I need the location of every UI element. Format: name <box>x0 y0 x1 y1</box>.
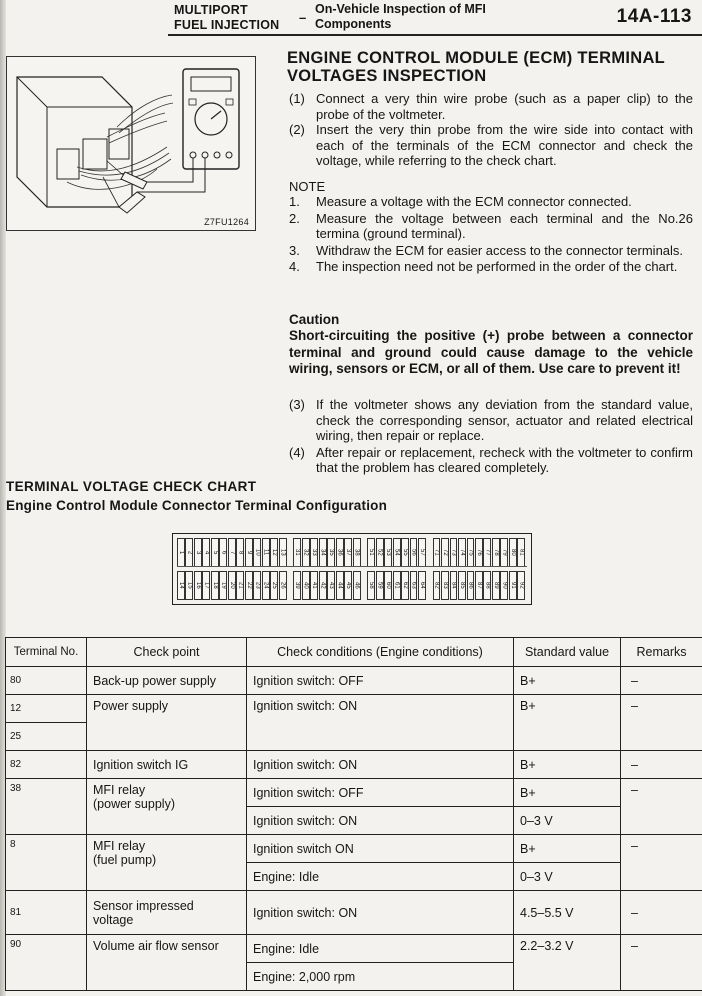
check-point: Sensor impressed voltage <box>87 891 247 935</box>
connector-pin: 55 <box>401 538 409 567</box>
figure-code: Z7FU1264 <box>204 217 249 227</box>
header-rule <box>168 34 702 36</box>
voltmeter-probe-illustration <box>6 56 256 231</box>
connector-pin: 21 <box>236 571 244 600</box>
note-item <box>289 211 693 242</box>
connector-pin: 90 <box>500 571 508 600</box>
connector-pin: 88 <box>483 571 491 600</box>
step-item <box>289 397 693 444</box>
connector-pin: 23 <box>253 571 261 600</box>
connector-pin: 61 <box>393 571 401 600</box>
standard-value: B+ <box>514 667 621 695</box>
connector-pin: 17 <box>202 571 210 600</box>
connector-pin: 75 <box>467 538 475 567</box>
check-condition: Ignition switch: ON <box>247 891 514 935</box>
section-title-line-2: VOLTAGES INSPECTION <box>287 67 487 85</box>
connector-pin: 36 <box>336 538 344 567</box>
connector-pin: 26 <box>279 571 287 600</box>
connector-pin: 24 <box>262 571 270 600</box>
note-item <box>289 243 693 259</box>
connector-pin: 92 <box>517 571 525 600</box>
header-remarks: Remarks <box>621 638 702 667</box>
connector-pin: 35 <box>327 538 335 567</box>
step-text: Insert the very thin probe from the wire side into contact with each of the terminals of the ECM connector and check the voltage, while referring to the check chart. <box>316 122 693 168</box>
connector-pin: 83 <box>441 571 449 600</box>
connector-pin: 37 <box>344 538 352 567</box>
step-text: Connect a very thin wire probe (such as a paper clip) to the probe of the voltmeter. <box>316 91 693 122</box>
check-condition: Ignition switch: OFF <box>247 667 514 695</box>
connector-pin: 11 <box>262 538 270 567</box>
caution-text: Short-circuiting the positive (+) probe between a connector terminal and ground could cause damage to the vehicle wiring, sensors or ECM, or all of them. Use care to prevent it! <box>289 328 693 376</box>
check-point: Ignition switch IG <box>87 751 247 779</box>
connector-pin: 16 <box>194 571 202 600</box>
connector-pin: 73 <box>450 538 458 567</box>
connector-pin: 40 <box>302 571 310 600</box>
connector-pin: 3 <box>194 538 202 567</box>
header-standard-value: Standard value <box>514 638 621 667</box>
header-check-conditions: Check conditions (Engine conditions) <box>247 638 514 667</box>
terminal-number: 82 <box>6 751 87 779</box>
header-section-line-2: FUEL INJECTION <box>174 18 280 32</box>
connector-pin: 39 <box>293 571 301 600</box>
step-text: If the voltmeter shows any deviation from the standard value, check the corresponding sensor, actuator and related electrical wiring, then repair or replace. <box>316 397 693 443</box>
step-item <box>289 91 693 122</box>
remarks: – <box>621 779 702 835</box>
standard-value: 2.2–3.2 V <box>514 935 621 991</box>
table-row <box>6 751 702 779</box>
connector-pin: 54 <box>393 538 401 567</box>
remarks: – <box>621 751 702 779</box>
standard-value: 0–3 V <box>514 807 621 835</box>
terminal-number: 80 <box>6 667 87 695</box>
connector-pin: 5 <box>211 538 219 567</box>
check-point: Volume air flow sensor <box>87 935 247 991</box>
connector-pin: 45 <box>344 571 352 600</box>
note-title: NOTE <box>289 179 326 194</box>
terminal-number: 12 <box>6 695 87 723</box>
table-row <box>6 695 702 723</box>
connector-pin: 38 <box>353 538 361 567</box>
note-number: 1. <box>289 194 300 209</box>
connector-bottom-row <box>177 571 526 600</box>
connector-pin: 78 <box>492 538 500 567</box>
connector-pin: 87 <box>475 571 483 600</box>
connector-pin: 25 <box>270 571 278 600</box>
connector-pin: 18 <box>211 571 219 600</box>
connector-pin: 91 <box>509 571 517 600</box>
note-item <box>289 194 693 210</box>
connector-pin: 60 <box>384 571 392 600</box>
connector-divider <box>177 566 527 570</box>
check-condition: Engine: 2,000 rpm <box>247 963 514 991</box>
connector-pin: 57 <box>418 538 426 567</box>
connector-pin: 52 <box>376 538 384 567</box>
connector-pin: 15 <box>185 571 193 600</box>
remarks: – <box>621 891 702 935</box>
check-condition: Ignition switch: ON <box>247 807 514 835</box>
note-text: Withdraw the ECM for easier access to the connector terminals. <box>316 242 684 258</box>
connector-pin: 53 <box>384 538 392 567</box>
standard-value: B+ <box>514 779 621 807</box>
header-section-left <box>174 3 294 33</box>
section-title-line-1: ENGINE CONTROL MODULE (ECM) TERMINAL <box>287 49 666 67</box>
ecm-connector-drawing <box>7 57 257 232</box>
connector-pin: 86 <box>467 571 475 600</box>
connector-pin: 74 <box>458 538 466 567</box>
header-terminal-no: Terminal No. <box>6 638 87 667</box>
check-point: MFI relay (power supply) <box>87 779 247 835</box>
connector-pin: 79 <box>500 538 508 567</box>
connector-pin: 71 <box>433 538 441 567</box>
connector-pin: 41 <box>310 571 318 600</box>
connector-pin: 81 <box>517 538 525 567</box>
step-item <box>289 445 693 476</box>
step-item <box>289 122 693 169</box>
section-title <box>287 49 697 85</box>
check-condition: Ignition switch: ON <box>247 751 514 779</box>
standard-value: B+ <box>514 751 621 779</box>
check-point: Back-up power supply <box>87 667 247 695</box>
connector-pin: 7 <box>228 538 236 567</box>
connector-pin: 89 <box>492 571 500 600</box>
connector-pin: 14 <box>177 571 185 600</box>
check-condition: Ignition switch: ON <box>247 695 514 751</box>
connector-pin: 19 <box>219 571 227 600</box>
connector-pin: 56 <box>410 538 418 567</box>
check-condition: Engine: Idle <box>247 935 514 963</box>
connector-config-title: Engine Control Module Connector Terminal Configuration <box>6 498 388 513</box>
remarks: – <box>621 835 702 891</box>
connector-pin: 46 <box>353 571 361 600</box>
standard-value: 4.5–5.5 V <box>514 891 621 935</box>
step-number: (3) <box>289 397 305 412</box>
check-condition: Engine: Idle <box>247 863 514 891</box>
connector-pin: 6 <box>219 538 227 567</box>
connector-pin: 51 <box>367 538 375 567</box>
header-section-right <box>315 2 535 32</box>
check-condition: Ignition switch: OFF <box>247 779 514 807</box>
step-number: (4) <box>289 444 305 460</box>
remarks: – <box>621 667 702 695</box>
page-number: 14A-113 <box>616 6 692 27</box>
connector-pin: 22 <box>245 571 253 600</box>
note-number: 3. <box>289 242 300 258</box>
connector-pin: 62 <box>401 571 409 600</box>
ecm-connector-diagram <box>172 533 532 605</box>
procedure-steps-continued <box>289 397 693 477</box>
table-row <box>6 935 702 963</box>
header-subsection-line-2: Components <box>315 17 392 31</box>
check-chart-title: TERMINAL VOLTAGE CHECK CHART <box>6 479 257 494</box>
check-point: MFI relay (fuel pump) <box>87 835 247 891</box>
note-item <box>289 259 693 275</box>
connector-pin: 20 <box>228 571 236 600</box>
terminal-voltage-table <box>5 637 702 991</box>
note-number: 4. <box>289 259 300 274</box>
connector-pin: 44 <box>336 571 344 600</box>
table-row <box>6 835 702 863</box>
connector-pin: 77 <box>483 538 491 567</box>
connector-pin: 33 <box>310 538 318 567</box>
terminal-number: 38 <box>6 779 87 835</box>
standard-value: B+ <box>514 695 621 751</box>
connector-pin: 80 <box>509 538 517 567</box>
terminal-number: 90 <box>6 935 87 991</box>
step-number: (1) <box>289 91 305 106</box>
header-section-line-1: MULTIPORT <box>174 3 248 17</box>
step-number: (2) <box>289 122 305 137</box>
header-check-point: Check point <box>87 638 247 667</box>
connector-pin: 1 <box>177 538 185 567</box>
table-row <box>6 891 702 935</box>
header-subsection-line-1: On-Vehicle Inspection of MFI <box>315 2 486 16</box>
terminal-number: 25 <box>6 723 87 751</box>
remarks: – <box>621 935 702 991</box>
connector-pin: 63 <box>410 571 418 600</box>
remarks: – <box>621 695 702 751</box>
terminal-number: 8 <box>6 835 87 891</box>
connector-top-row <box>177 538 526 567</box>
connector-pin: 84 <box>450 571 458 600</box>
connector-pin: 13 <box>279 538 287 567</box>
caution-title: Caution <box>289 312 340 327</box>
note-text: Measure the voltage between each terminal and the No.26 termina (ground terminal). <box>316 210 693 241</box>
connector-pin: 58 <box>367 571 375 600</box>
connector-pin: 72 <box>441 538 449 567</box>
table-row <box>6 667 702 695</box>
note-text: The inspection need not be performed in the order of the chart. <box>316 259 678 274</box>
connector-pin: 59 <box>376 571 384 600</box>
connector-pin: 85 <box>458 571 466 600</box>
connector-pin: 43 <box>327 571 335 600</box>
connector-pin: 31 <box>293 538 301 567</box>
connector-pin: 42 <box>319 571 327 600</box>
connector-pin: 9 <box>245 538 253 567</box>
connector-pin: 8 <box>236 538 244 567</box>
check-condition: Ignition switch ON <box>247 835 514 863</box>
connector-pin: 82 <box>433 571 441 600</box>
connector-pin: 64 <box>418 571 426 600</box>
connector-pin: 10 <box>253 538 261 567</box>
step-text: After repair or replacement, recheck with the voltmeter to confirm that the problem has cleared completely. <box>316 444 693 475</box>
check-point: Power supply <box>87 695 247 751</box>
standard-value: 0–3 V <box>514 863 621 891</box>
note-number: 2. <box>289 210 300 226</box>
connector-pin: 32 <box>302 538 310 567</box>
connector-pin: 4 <box>202 538 210 567</box>
connector-pin: 34 <box>319 538 327 567</box>
note-text: Measure a voltage with the ECM connector connected. <box>316 194 632 209</box>
table-row <box>6 779 702 807</box>
connector-pin: 12 <box>270 538 278 567</box>
standard-value: B+ <box>514 835 621 863</box>
connector-pin: 2 <box>185 538 193 567</box>
header-dash: – <box>299 10 307 25</box>
terminal-number: 81 <box>6 891 87 935</box>
note-list <box>289 194 693 276</box>
connector-pin: 76 <box>475 538 483 567</box>
procedure-steps <box>289 91 693 169</box>
table-header-row <box>6 638 702 667</box>
